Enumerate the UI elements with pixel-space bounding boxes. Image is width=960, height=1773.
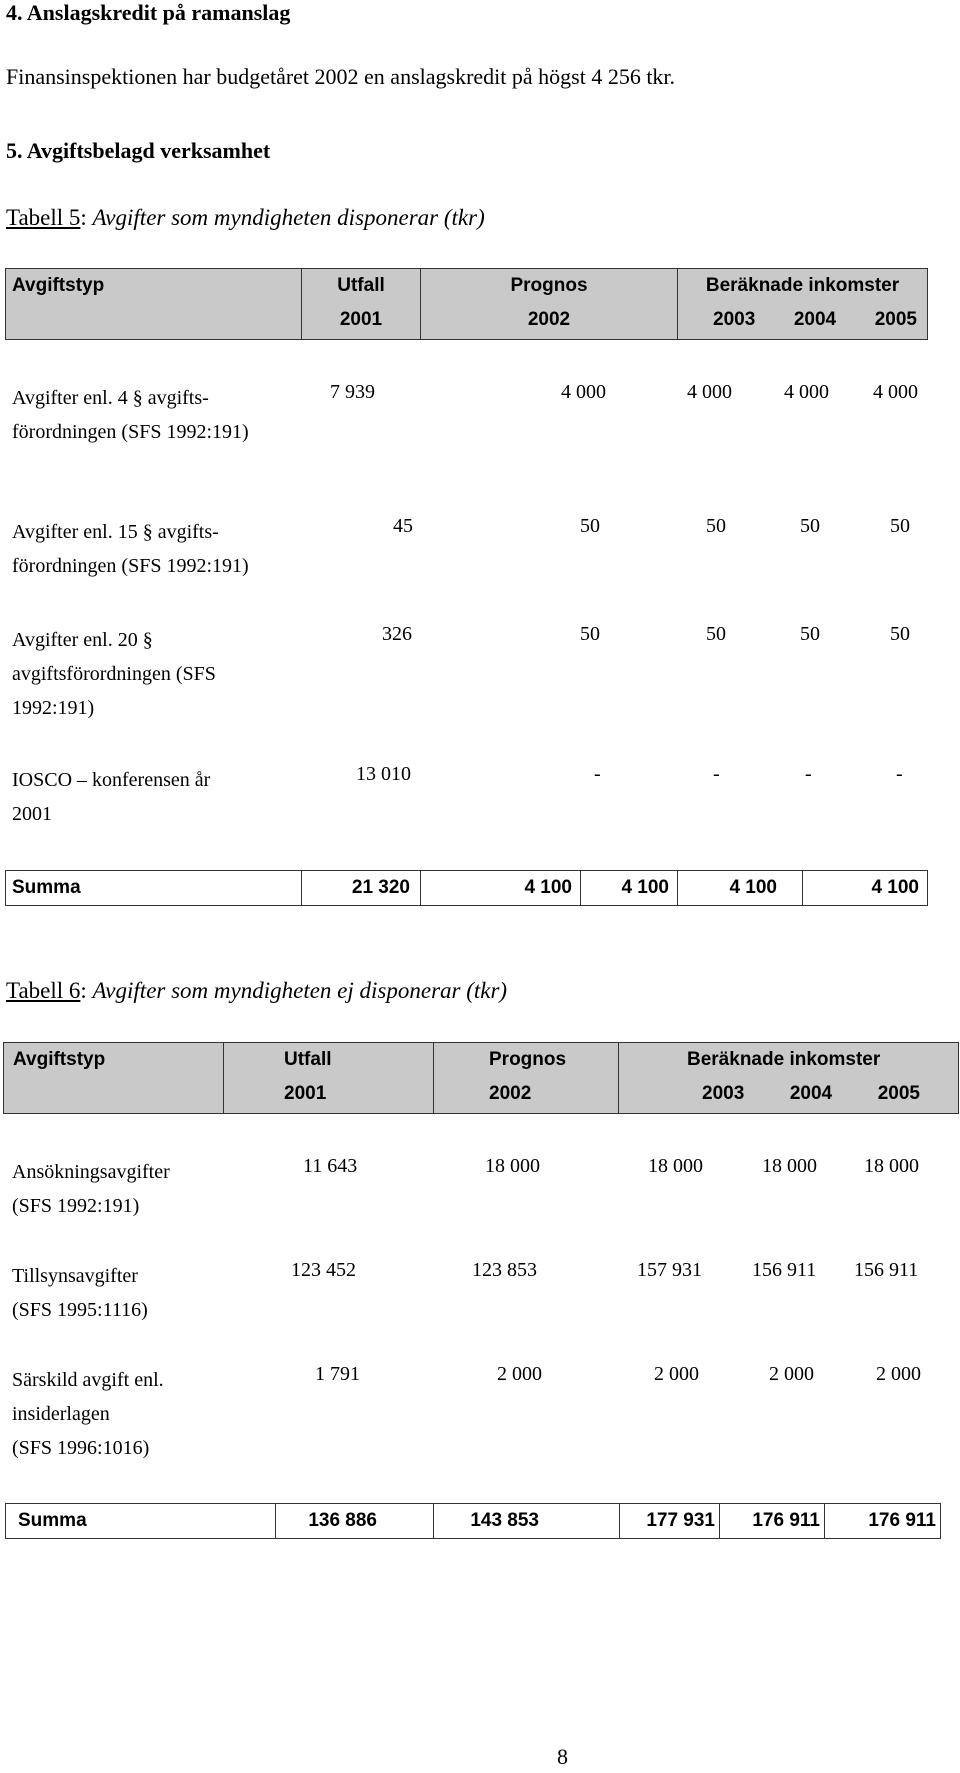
header-year: 2005 — [874, 309, 917, 330]
row-label-line: Ansökningsavgifter — [12, 1161, 170, 1183]
header-label: Beräknade inkomster — [687, 1049, 881, 1070]
sum-2005: 176 911 — [825, 1504, 941, 1539]
sum-2003: 177 931 — [620, 1504, 720, 1539]
header-year: 2003 — [702, 1083, 745, 1104]
table-5-header-avgiftstyp — [6, 269, 302, 340]
header-year: 2003 — [713, 309, 756, 330]
cell-2003: 2 000 — [654, 1363, 699, 1385]
table-row — [12, 623, 216, 725]
row-label-line: insiderlagen — [12, 1403, 110, 1425]
table-5-caption-label: Tabell 5 — [6, 205, 81, 230]
table-6-body — [3, 1115, 958, 1500]
cell-2005: - — [896, 763, 903, 785]
cell-utfall: 13 010 — [356, 763, 411, 785]
table-6-header-utfall — [224, 1043, 434, 1114]
row-label-line: Särskild avgift enl. — [12, 1369, 164, 1391]
cell-prognos: 123 853 — [472, 1259, 537, 1281]
table-row — [12, 515, 249, 583]
cell-prognos: 2 000 — [497, 1363, 542, 1385]
table-6-sum — [5, 1503, 941, 1539]
cell-2003: 157 931 — [637, 1259, 702, 1281]
cell-2003: 50 — [706, 515, 726, 537]
row-label-line: IOSCO – konferensen år — [12, 769, 211, 791]
header-year: 2001 — [284, 1083, 327, 1104]
table-row — [12, 1363, 164, 1465]
sum-utfall: 21 320 — [302, 871, 421, 906]
cell-prognos: 18 000 — [485, 1155, 540, 1177]
cell-2005: 18 000 — [864, 1155, 919, 1177]
section-4-text: Finansinspektionen har budgetåret 2002 en anslagskredit på högst 4 256 tkr. — [6, 64, 676, 89]
row-label-line: 1992:191) — [12, 697, 95, 719]
header-label: Prognos — [489, 1049, 567, 1070]
cell-2005: 4 000 — [873, 381, 918, 403]
row-label-line: förordningen (SFS 1992:191) — [12, 555, 249, 577]
cell-2005: 2 000 — [876, 1363, 921, 1385]
cell-prognos: 50 — [580, 623, 600, 645]
cell-2004: 50 — [800, 623, 820, 645]
table-5-header-row — [6, 269, 928, 340]
table-6-caption-sep: : — [80, 978, 87, 1003]
header-label: Utfall — [284, 1049, 332, 1070]
table-row — [12, 1259, 148, 1327]
cell-2004: 18 000 — [762, 1155, 817, 1177]
table-6-caption-title: Avgifter som myndigheten ej disponerar (tkr) — [92, 978, 508, 1003]
cell-utfall: 326 — [382, 623, 412, 645]
row-label-line: (SFS 1996:1016) — [12, 1437, 150, 1459]
header-year: 2002 — [489, 1083, 532, 1104]
row-label-line: Tillsynsavgifter — [12, 1265, 138, 1287]
table-6-caption — [6, 978, 507, 1004]
cell-utfall: 123 452 — [291, 1259, 356, 1281]
table-5-sum — [5, 870, 928, 906]
row-label-line: Avgifter enl. 20 § — [12, 629, 153, 651]
header-label: Avgiftstyp — [12, 275, 105, 296]
table-row — [12, 763, 210, 831]
table-5 — [5, 268, 928, 340]
cell-2003: 50 — [706, 623, 726, 645]
sum-prognos: 143 853 — [434, 1504, 620, 1539]
row-label-line: (SFS 1992:191) — [12, 1195, 140, 1217]
table-5-sum-row — [6, 871, 928, 906]
sum-utfall: 136 886 — [276, 1504, 434, 1539]
table-6-header-row — [4, 1043, 959, 1114]
cell-2004: 4 000 — [784, 381, 829, 403]
header-label: Avgiftstyp — [13, 1049, 106, 1070]
table-6-header-avgiftstyp — [4, 1043, 224, 1114]
cell-2004: 2 000 — [769, 1363, 814, 1385]
cell-2004: 50 — [800, 515, 820, 537]
table-5-body — [5, 341, 927, 866]
section-5-heading: 5. Avgiftsbelagd verksamhet — [6, 138, 271, 163]
sum-2003: 4 100 — [581, 871, 678, 906]
sum-2005: 4 100 — [803, 871, 928, 906]
cell-prognos: 4 000 — [561, 381, 606, 403]
sum-label: Summa — [6, 1504, 276, 1539]
table-5-caption — [6, 205, 485, 231]
section-4-heading: 4. Anslagskredit på ramanslag — [6, 0, 291, 25]
table-5-header-beraknade — [678, 269, 928, 340]
table-6-header-prognos — [434, 1043, 619, 1114]
cell-2005: 156 911 — [854, 1259, 919, 1281]
table-6-caption-label: Tabell 6 — [6, 978, 81, 1003]
cell-2004: 156 911 — [752, 1259, 817, 1281]
cell-utfall: 11 643 — [303, 1155, 358, 1177]
table-6-sum-row — [6, 1504, 941, 1539]
table-6 — [3, 1042, 959, 1114]
cell-prognos: 50 — [580, 515, 600, 537]
sum-2004: 4 100 — [678, 871, 803, 906]
table-row — [12, 381, 249, 449]
row-label-line: förordningen (SFS 1992:191) — [12, 421, 249, 443]
header-year: 2004 — [789, 1083, 833, 1104]
header-year: 2005 — [877, 1083, 920, 1104]
sum-2004: 176 911 — [720, 1504, 825, 1539]
header-year: 2004 — [793, 309, 837, 330]
table-5-header-utfall — [302, 269, 421, 340]
row-label-line: Avgifter enl. 4 § avgifts- — [12, 387, 209, 409]
header-year: 2001 — [339, 309, 383, 330]
sum-prognos: 4 100 — [421, 871, 581, 906]
table-5-header-prognos — [421, 269, 678, 340]
cell-2004: - — [805, 763, 812, 785]
row-label-line: Avgifter enl. 15 § avgifts- — [12, 521, 219, 543]
cell-2003: 4 000 — [687, 381, 732, 403]
page-number: 8 — [557, 1744, 568, 1769]
cell-utfall: 45 — [393, 515, 413, 537]
table-6-header-beraknade — [619, 1043, 959, 1114]
sum-label: Summa — [6, 871, 302, 906]
cell-utfall: 1 791 — [315, 1363, 360, 1385]
row-label-line: (SFS 1995:1116) — [12, 1299, 148, 1321]
cell-2005: 50 — [890, 623, 910, 645]
row-label-line: avgiftsförordningen (SFS — [12, 663, 216, 685]
table-row — [12, 1155, 170, 1223]
header-label: Beräknade inkomster — [705, 275, 900, 296]
cell-utfall: 7 939 — [330, 381, 375, 403]
header-year: 2002 — [527, 309, 571, 330]
cell-2005: 50 — [890, 515, 910, 537]
table-5-caption-title: Avgifter som myndigheten disponerar (tkr) — [92, 205, 485, 230]
row-label-line: 2001 — [12, 803, 52, 825]
table-5-caption-sep: : — [80, 205, 87, 230]
header-label: Prognos — [510, 275, 588, 296]
header-label: Utfall — [337, 275, 385, 296]
cell-prognos: - — [594, 763, 601, 785]
cell-2003: 18 000 — [648, 1155, 703, 1177]
cell-2003: - — [713, 763, 720, 785]
